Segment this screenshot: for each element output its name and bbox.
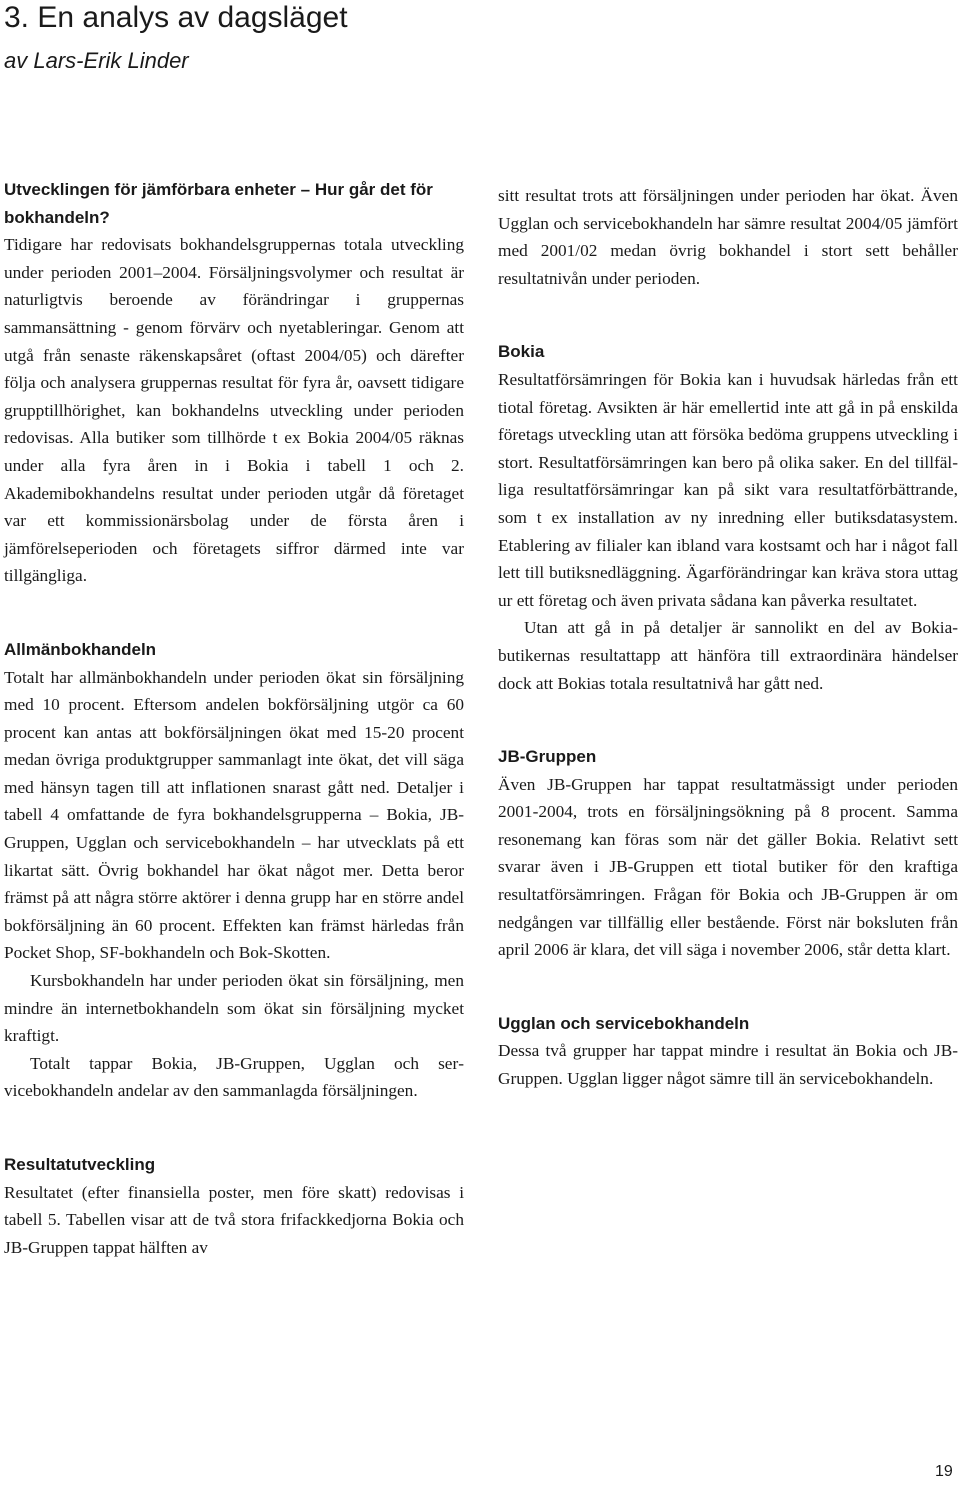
right-column: [498, 176, 958, 1093]
continuation-paragraph: sitt resultat trots att försäljningen under perioden har ökat. Även Ugglan och servicebokhandeln har sämre resultat 2004/05 jämfört med 2001/02 medan övrig bokhandel i stort sett behåller resultatnivån under perioden.: [498, 186, 958, 288]
section-spacer: [498, 292, 958, 338]
page-number: 19: [935, 1463, 953, 1480]
resultat-paragraph: Resultatet (efter finansiella poster, men före skatt) redovisas i tabell 5. Tabellen visar att de två stora frifackkedjorna Bokia och JB-Gruppen tappat hälften av: [4, 1182, 464, 1257]
section-spacer: [4, 590, 464, 636]
jb-paragraph: Även JB-Gruppen har tappat resultatmässigt under perioden 2001-2004, trots en försäljningsökning på 8 procent. Samma resonemang kan föras som när det gäller Bokia. Relativt sett svarar även i JB-Gruppen ett tiotal butiker för den kraftiga resultatförsämringen. Frågan för Bokia och JB-Gruppen är om nedgången var tillfällig eller bestående. Först när boksluten från april 2006 är klara, det vill säga i november 2006, står detta klart.: [498, 774, 958, 960]
section-heading-bokia: Bokia: [498, 342, 545, 362]
section-heading-jb-gruppen: JB-Gruppen: [498, 747, 597, 767]
chapter-title: 3. En analys av dagsläget: [4, 1, 348, 34]
author-byline: av Lars-Erik Linder: [4, 48, 189, 73]
section-heading-resultatutveckling: Resultatutveckling: [4, 1155, 156, 1174]
section-heading-ugglan: Ugglan och servicebokhandeln: [498, 1013, 750, 1033]
left-column: [4, 176, 464, 1261]
allman-paragraph: Totalt har allmänbokhandeln under perioden ökat sin försäljning med 10 procent. Eftersom andelen bokförsäljning utgör ca 60 procent kan antas att bokförsäljningen ökat med 15-20 procent medan övriga produktgrupper sammanlagt inte ökat, det vill säga med hänsyn tagen till att inflationen snarast gått ned. Detaljer i tabell 4 omfattande de fyra bokhandelsgrupperna – Bokia, JB-Gruppen, Ugglan och servicebokhandeln – har utvecklats på ett likartat sätt. Övrig bokhandel har ökat något mer. Detta beror främst på att några större aktörer i denna grupp har en större andel bokförsäljning än 60 procent. Effekten kan främst härledas från Pocket Shop, SF-bokhandeln och Bok-Skotten.: [4, 667, 464, 963]
bokia-paragraph: Utan att gå in på detaljer är sannolikt en del av Bokia-butikernas resultattapp att hänföra till extraordinära händelser dock att Bokias totala resultatnivå har gått ned.: [498, 618, 958, 693]
allman-paragraph: Totalt tappar Bokia, JB-Gruppen, Ugglan och servicebokhandeln andelar av den sammanlagda försäljningen.: [4, 1053, 464, 1101]
section-spacer: [498, 697, 958, 743]
allman-paragraph: Kursbokhandeln har under perioden ökat sin försäljning, men mindre än internetbokhandeln som ökat sin försäljning mycket kraftigt.: [4, 971, 464, 1046]
section-heading-allmanbokhandeln: Allmänbokhandeln: [4, 639, 157, 659]
bokia-paragraph: Resultatförsämringen för Bokia kan i huvudsak härledas från ett tiotal företag. Avsikten är här emellertid inte att gå in på enskilda företags utveckling utan att försöka bedöma gruppens utveckling i stort. Resultatförsämringen kan bero på olika saker. En del tillfälliga resultatförsämringar kan på sikt vara resultatförbättrande, som t ex installation av ny inredning eller butiksdatasystem. Etablering av filialer kan ibland vara kostsamt och har i något fall lett till butiksnedläggning. Ägarförändringar kan kräva stora uttag ur ett företag och även privata sådana kan påverka resultatet.: [498, 369, 958, 610]
section-heading-jamforbara-enheter: Utvecklingen för jämförbara enheter – Hur går det för bokhandeln?: [4, 180, 433, 227]
section-spacer: [498, 964, 958, 1010]
ugglan-paragraph: Dessa två grupper har tappat mindre i resultat än Bokia och JB-Gruppen. Ugglan ligger något sämre till än servicebokhandeln.: [498, 1041, 958, 1089]
section-spacer: [4, 1105, 464, 1151]
intro-paragraph: Tidigare har redovisats bokhandelsgruppernas totala utveckling under perioden 2001–2004. Försäljningsvolymer och resultat är naturligtvis beroende av förändringar i gruppernas sammansättning - genom förvärv och nyetableringar. Genom att utgå från senaste räkenskapsåret (oftast 2004/05) och därefter följa och analysera gruppernas resultat för fyra år, oavsett tidigare grupptillhörighet, kan bokhandelns utveckling under perioden redovisas. Alla butiker som tillhörde t ex Bokia 2004/05 räknas under alla fyra åren in i Bokia i tabell 1 och 2. Akademibokhandelns resultat under perioden utgår då företaget var ett kommissionärsbolag under de första åren i jämförelseperioden och företagets siffror därmed inte var tillgängliga.: [4, 235, 464, 586]
